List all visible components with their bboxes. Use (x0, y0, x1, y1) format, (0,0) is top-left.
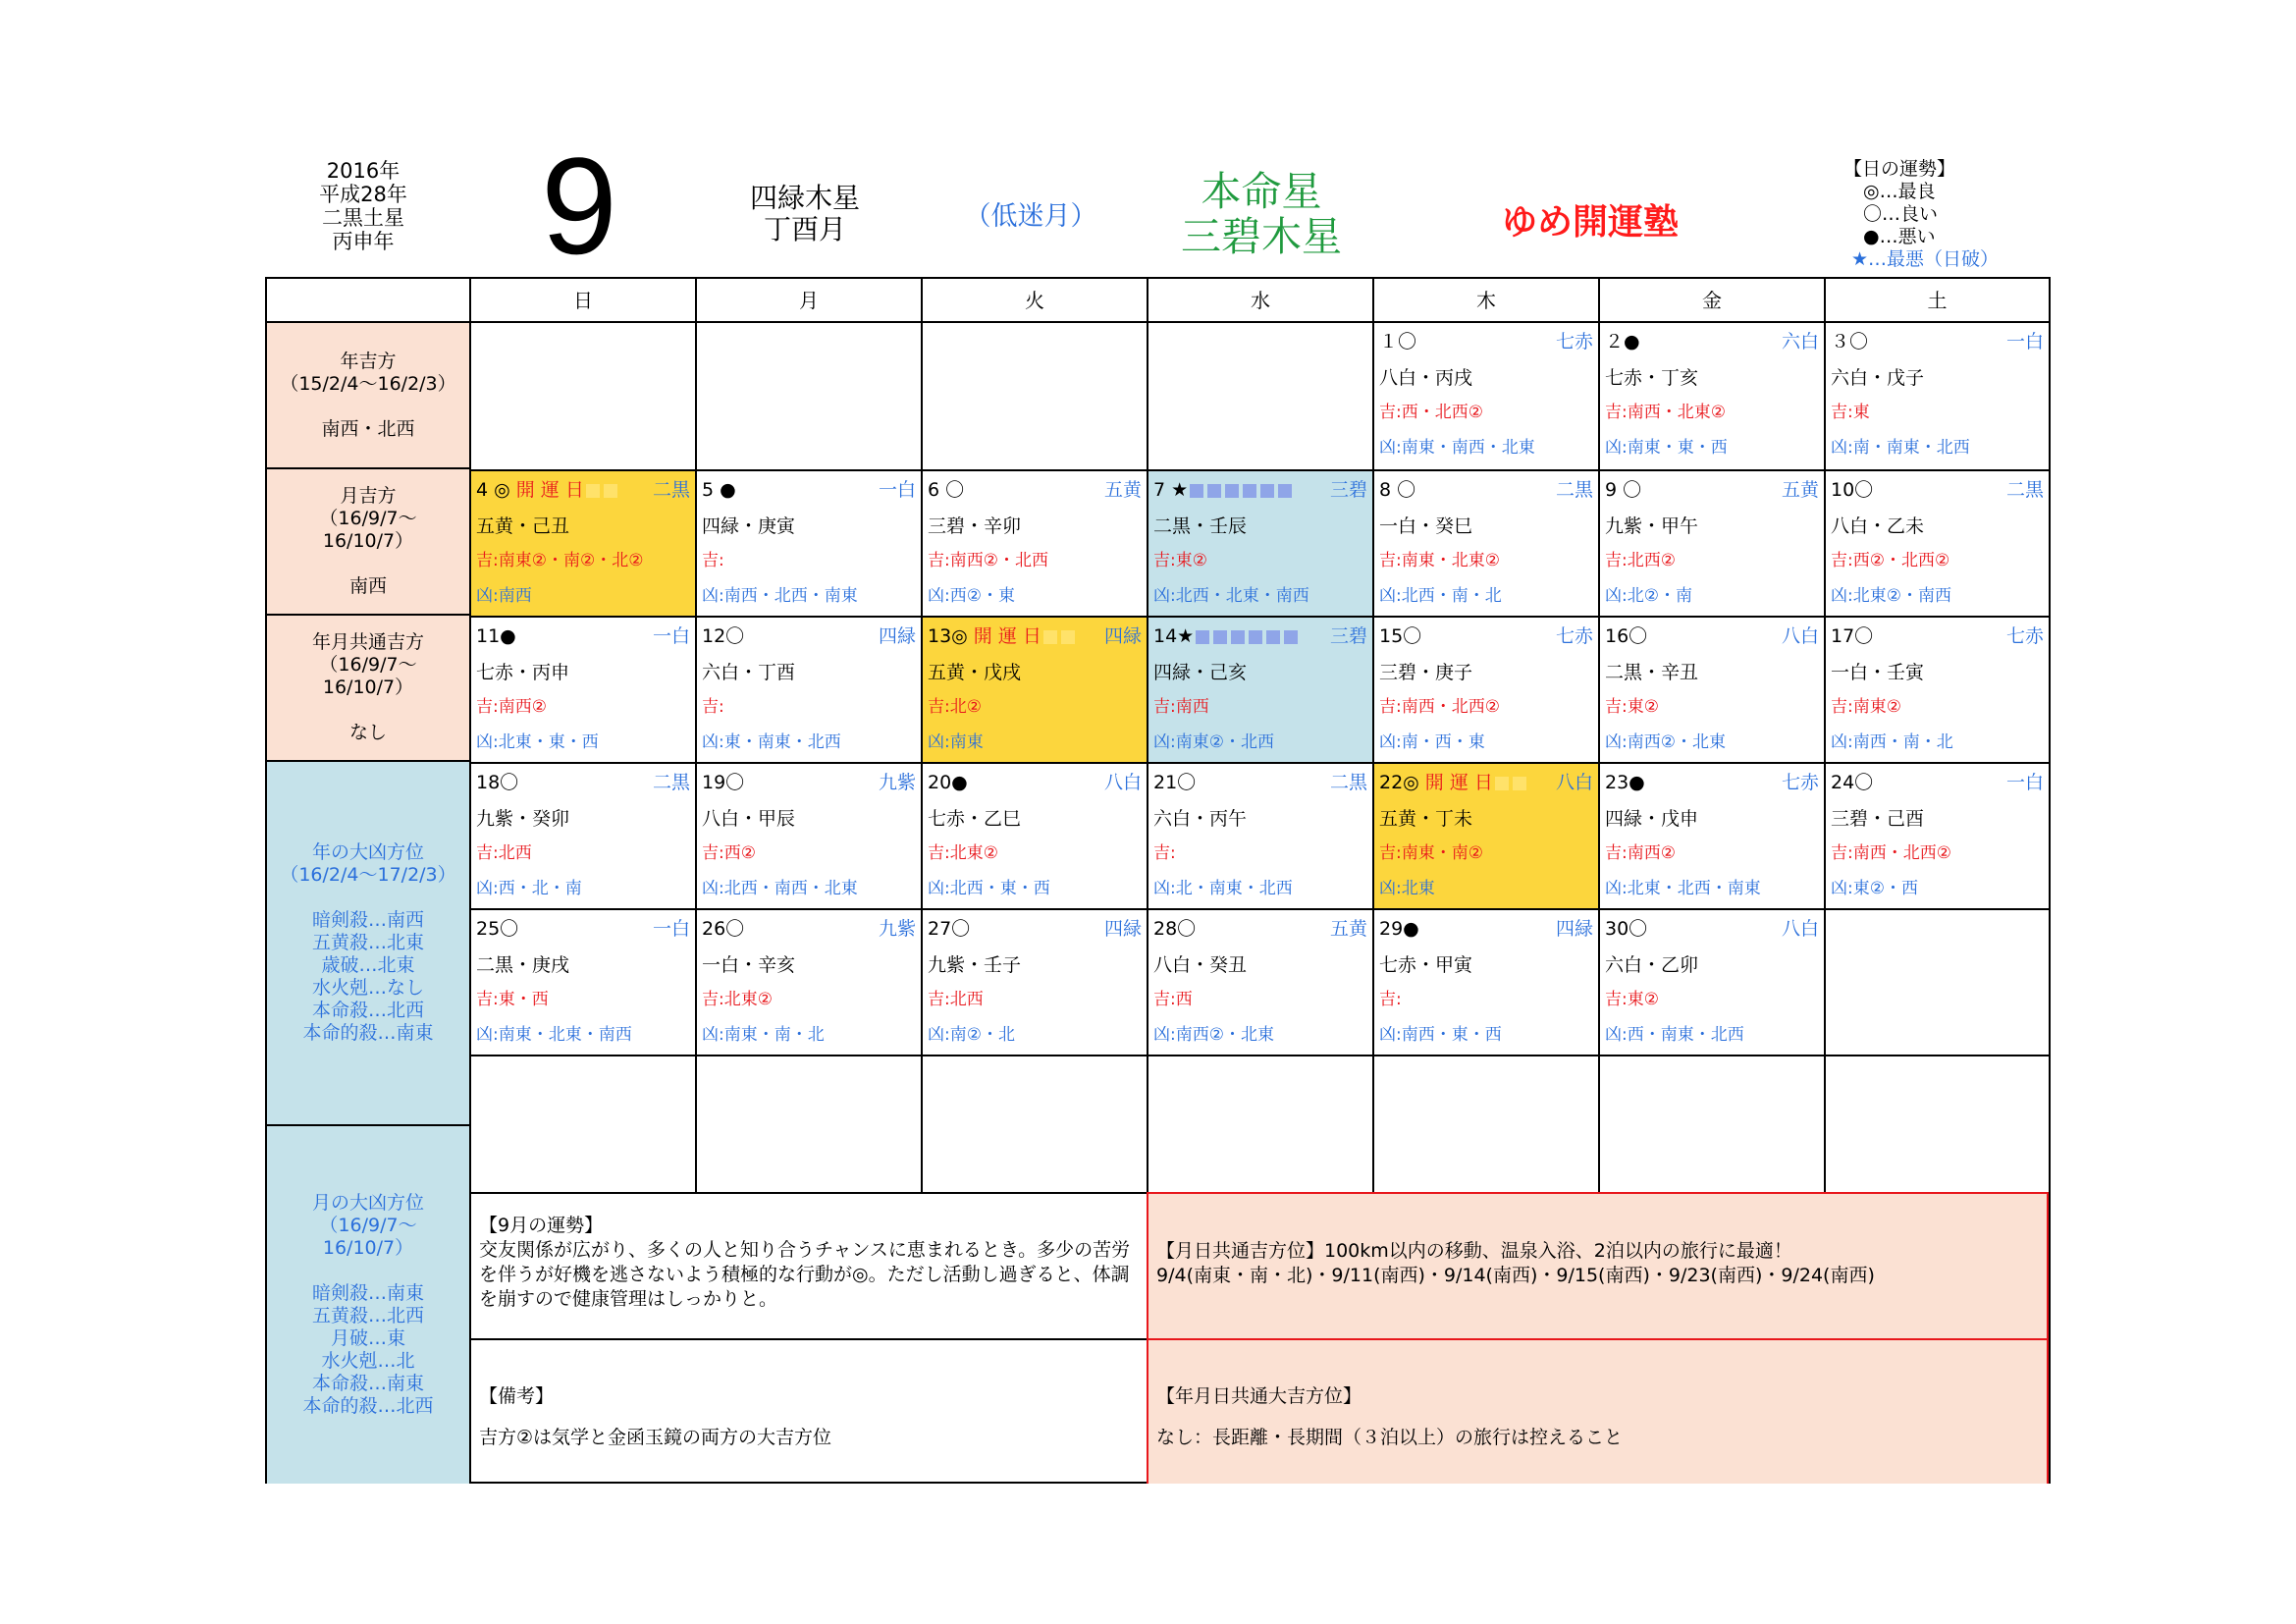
day-kanshi: 九紫・甲午 (1605, 515, 1699, 537)
day-number: 19〇 (702, 772, 745, 793)
day-unlucky-dir: 凶:南西②・北東 (1605, 732, 1726, 752)
day-cell[interactable] (921, 1055, 1147, 1192)
day-number: 22◎ 開 運 日 (1379, 772, 1493, 793)
day-lucky-dir: 吉:北東② (928, 843, 998, 863)
day-number: 28〇 (1153, 918, 1197, 940)
side-line: （16/9/7～ (319, 654, 417, 676)
sidebar-year-lucky (267, 323, 469, 469)
side-line: 南西・北西 (321, 417, 415, 440)
day-lucky-dir: 吉:東・西 (476, 990, 549, 1009)
fortune-legend (1843, 158, 2030, 271)
day-kanshi: 九紫・壬子 (928, 954, 1022, 976)
day-number: 13◎ 開 運 日 (928, 625, 1041, 647)
day-number: 10〇 (1831, 479, 1874, 501)
day-cell[interactable] (695, 616, 921, 762)
day-cell[interactable] (1372, 469, 1598, 616)
day-cell[interactable] (1372, 1055, 1598, 1192)
brand-title: ゆめ開運塾 (1501, 202, 1679, 243)
day-kanshi: 七赤・乙巳 (928, 808, 1022, 830)
day-kanshi: 一白・辛亥 (702, 954, 796, 976)
day-unlucky-dir: 凶:北東・東・西 (476, 732, 599, 752)
fill-square (1266, 630, 1280, 644)
side-line: 年の大凶方位 (311, 841, 424, 863)
day-cell[interactable] (469, 908, 695, 1055)
day-number: 20● (928, 772, 968, 793)
ymd-lucky-box (1147, 1338, 2049, 1484)
day-kanshi: 四緑・庚寅 (702, 515, 796, 537)
side-line: 16/10/7） (322, 1237, 414, 1259)
nine-star: 七赤 (1555, 625, 1593, 647)
month-star-line: 丁酉月 (763, 213, 846, 245)
day-cell[interactable] (921, 469, 1147, 616)
weekday-fri: 金 (1598, 279, 1824, 323)
day-lucky-dir: 吉:南西 (1153, 697, 1209, 717)
honmei-line: 三碧木星 (1181, 213, 1342, 260)
day-lucky-dir: 吉:北西② (1605, 551, 1676, 570)
day-kanshi: 五黄・戊戌 (928, 662, 1022, 683)
day-number: 15〇 (1379, 625, 1422, 647)
day-number: 12〇 (702, 625, 745, 647)
day-number: 27〇 (928, 918, 971, 940)
fill-square (1495, 777, 1509, 790)
day-number: ３〇 (1831, 331, 1869, 352)
day-lucky-dir: 吉:北西 (476, 843, 532, 863)
day-unlucky-dir: 凶:南②・北 (928, 1025, 1015, 1045)
day-lucky-dir: 吉:南東・南② (1379, 843, 1483, 863)
day-unlucky-dir: 凶:北西・南西・北東 (702, 879, 858, 898)
day-lucky-dir: 吉:南東②・南②・北② (476, 551, 644, 570)
day-cell[interactable] (921, 908, 1147, 1055)
day-number: 29● (1379, 918, 1419, 940)
fill-square (604, 484, 617, 498)
nine-star: 九紫 (878, 772, 916, 793)
side-line: 月破…東 (330, 1327, 405, 1349)
day-lucky-dir: 吉:南西・北西② (1831, 843, 1951, 863)
day-unlucky-dir: 凶:南西 (476, 586, 532, 606)
remarks-title: 【備考】 (479, 1385, 555, 1407)
day-unlucky-dir: 凶:南東・東・西 (1605, 438, 1728, 458)
fill-square (1249, 630, 1262, 644)
month-fortune-box (469, 1192, 1147, 1338)
day-cell[interactable] (1372, 908, 1598, 1055)
day-unlucky-dir: 凶:南西・北西・南東 (702, 586, 858, 606)
nine-star: 四緑 (878, 625, 916, 647)
day-cell[interactable] (695, 1055, 921, 1192)
day-cell[interactable] (921, 762, 1147, 908)
side-line: 南西 (348, 575, 387, 597)
common-lucky-title: 【月日共通吉方位】100km以内の移動、温泉入浴、2泊以内の旅行に最適！ (1156, 1240, 1792, 1262)
day-number: 4 ◎ 開 運 日 (476, 479, 584, 501)
nine-star: 一白 (652, 918, 690, 940)
side-line: 月の大凶方位 (311, 1192, 424, 1214)
day-number: 24〇 (1831, 772, 1874, 793)
nine-star: 三碧 (1329, 625, 1367, 647)
day-lucky-dir: 吉:南西・北西② (1379, 697, 1500, 717)
day-unlucky-dir: 凶:北西・東・西 (928, 879, 1050, 898)
day-cell[interactable] (1147, 323, 1372, 469)
side-line: 年月共通吉方 (311, 631, 424, 653)
day-number: 14★ (1153, 625, 1195, 647)
honmei-line: 本命星 (1201, 168, 1322, 215)
sidebar-month-bad (267, 1126, 469, 1484)
side-line: 五黄殺…北西 (311, 1305, 424, 1326)
day-cell[interactable] (695, 323, 921, 469)
nine-star: 二黒 (652, 479, 690, 501)
day-cell[interactable] (1372, 616, 1598, 762)
day-cell[interactable] (1824, 762, 2049, 908)
month-fortune-text: 交友関係が広がり、多くの人と知り合うチャンスに恵まれるとき。多少の苦労を伴うが好機を逃さないよう積極的な行動が◎。ただし活動し過ぎると、体調を崩すので健康管理はしっかりと。 (479, 1239, 1131, 1310)
nine-star: 五黄 (1103, 479, 1142, 501)
day-number: 7 ★ (1153, 479, 1189, 501)
legend-item: 〇…良い (1863, 203, 1939, 225)
year-line: 平成28年 (319, 183, 407, 206)
day-lucky-dir: 吉:東② (1605, 697, 1659, 717)
day-unlucky-dir: 凶:南東・南西・北東 (1379, 438, 1535, 458)
day-unlucky-dir: 凶:南東・北東・南西 (476, 1025, 632, 1045)
day-lucky-dir: 吉:北西 (928, 990, 984, 1009)
day-unlucky-dir: 凶:西・南東・北西 (1605, 1025, 1744, 1045)
day-number: ２● (1605, 331, 1640, 352)
day-number: 11● (476, 625, 516, 647)
nine-star: 四緑 (1103, 625, 1142, 647)
weekday-sun: 日 (469, 279, 695, 323)
day-lucky-dir: 吉: (702, 551, 724, 570)
day-unlucky-dir: 凶:南東・南・北 (702, 1025, 825, 1045)
month-number: 9 (541, 129, 617, 283)
day-cell[interactable] (1147, 469, 1372, 616)
remarks-text: 吉方②は気学と金函玉鏡の両方の大吉方位 (479, 1427, 832, 1448)
day-kanshi: 四緑・戊申 (1605, 808, 1699, 830)
day-kanshi: 一白・癸巳 (1379, 515, 1473, 537)
day-number: 8 〇 (1379, 479, 1416, 501)
day-unlucky-dir: 凶:北②・南 (1605, 586, 1692, 606)
day-lucky-dir: 吉:南西② (1605, 843, 1676, 863)
day-lucky-dir: 吉:南西・北東② (1605, 403, 1726, 422)
day-cell[interactable] (695, 908, 921, 1055)
nine-star: 四緑 (1103, 918, 1142, 940)
day-cell[interactable] (1824, 469, 2049, 616)
day-cell[interactable] (1598, 762, 1824, 908)
fill-square (1061, 630, 1075, 644)
nine-star: 五黄 (1329, 918, 1367, 940)
ymd-lucky-text: なし：長距離・長期間（３泊以上）の旅行は控えること (1156, 1427, 1624, 1448)
day-number: １〇 (1379, 331, 1417, 352)
fill-square (1043, 630, 1057, 644)
day-unlucky-dir: 凶:東②・西 (1831, 879, 1918, 898)
fill-square (1260, 484, 1274, 498)
year-line: 丙申年 (332, 230, 395, 253)
day-cell[interactable] (469, 323, 695, 469)
fill-square (1513, 777, 1526, 790)
side-line: 月吉方 (340, 485, 397, 507)
side-line: （16/9/7～ (319, 508, 417, 529)
honmei-star (1153, 169, 1369, 259)
legend-item: ●…悪い (1863, 226, 1936, 247)
day-number: 16〇 (1605, 625, 1648, 647)
day-kanshi: 六白・乙卯 (1605, 954, 1699, 976)
nine-star: 三碧 (1329, 479, 1367, 501)
day-number: 18〇 (476, 772, 519, 793)
nine-star: 一白 (2005, 772, 2044, 793)
fill-square (1231, 630, 1245, 644)
day-cell[interactable] (1147, 908, 1372, 1055)
nine-star: 一白 (652, 625, 690, 647)
day-unlucky-dir: 凶:南東②・北西 (1153, 732, 1274, 752)
day-kanshi: 二黒・辛丑 (1605, 662, 1699, 683)
day-unlucky-dir: 凶:北西・南・北 (1379, 586, 1502, 606)
day-cell[interactable] (1824, 1055, 2049, 1192)
day-lucky-dir: 吉:南東② (1831, 697, 1901, 717)
day-cell[interactable] (1824, 616, 2049, 762)
day-cell[interactable] (1372, 323, 1598, 469)
nine-star: 八白 (1781, 918, 1819, 940)
day-number: 9 〇 (1605, 479, 1642, 501)
side-line: 本命的殺…北西 (302, 1395, 434, 1417)
side-line: 年吉方 (340, 350, 397, 372)
day-unlucky-dir: 凶:北東②・南西 (1831, 586, 1951, 606)
month-star-line: 四緑木星 (749, 182, 860, 214)
fill-square (1213, 630, 1227, 644)
day-lucky-dir: 吉: (1379, 990, 1402, 1009)
ymd-lucky-title: 【年月日共通大吉方位】 (1156, 1385, 1362, 1407)
nine-star: 二黒 (1555, 479, 1593, 501)
day-cell[interactable] (469, 469, 695, 616)
day-kanshi: 七赤・丁亥 (1605, 367, 1699, 389)
day-lucky-dir: 吉:南東・北東② (1379, 551, 1500, 570)
day-number: 5 ● (702, 479, 736, 501)
day-unlucky-dir: 凶:南西・南・北 (1831, 732, 1953, 752)
day-kanshi: 四緑・己亥 (1153, 662, 1248, 683)
fill-square (1225, 484, 1239, 498)
fill-square (1190, 484, 1203, 498)
day-lucky-dir: 吉:東② (1153, 551, 1207, 570)
day-lucky-dir: 吉:北東② (702, 990, 773, 1009)
day-cell[interactable] (695, 469, 921, 616)
side-line: 水火剋…北 (321, 1350, 415, 1372)
legend-item: ◎…最良 (1863, 181, 1936, 202)
day-kanshi: 九紫・癸卯 (476, 808, 570, 830)
weekday-tue: 火 (921, 279, 1147, 323)
sidebar-year-bad (267, 762, 469, 1126)
day-lucky-dir: 吉:西② (702, 843, 756, 863)
day-kanshi: 三碧・庚子 (1379, 662, 1473, 683)
nine-star: 七赤 (1555, 331, 1593, 352)
nine-star: 八白 (1103, 772, 1142, 793)
day-number: 30〇 (1605, 918, 1648, 940)
sidebar-month-lucky (267, 469, 469, 616)
day-kanshi: 六白・丁酉 (702, 662, 796, 683)
day-cell[interactable] (469, 1055, 695, 1192)
side-line: 暗剣殺…南西 (311, 909, 424, 931)
day-cell[interactable] (695, 762, 921, 908)
nine-star: 七赤 (2005, 625, 2044, 647)
day-kanshi: 三碧・辛卯 (928, 515, 1022, 537)
calendar-grid (265, 277, 2051, 1484)
month-fortune-title: 【9月の運勢】 (479, 1215, 604, 1236)
sidebar-common-lucky (267, 616, 469, 762)
day-lucky-dir: 吉:西 (1153, 990, 1193, 1009)
day-cell[interactable] (1598, 1055, 1824, 1192)
side-line: （16/2/4～17/2/3） (280, 864, 456, 886)
day-cell[interactable] (1598, 323, 1824, 469)
day-kanshi: 八白・乙未 (1831, 515, 1925, 537)
side-line: （15/2/4～16/2/3） (280, 372, 456, 395)
day-kanshi: 八白・丙戌 (1379, 367, 1473, 389)
weekday-sat: 土 (1824, 279, 2049, 323)
day-unlucky-dir: 凶:北東 (1379, 879, 1435, 898)
day-unlucky-dir: 凶:東・南東・北西 (702, 732, 841, 752)
day-lucky-dir: 吉:西・北西② (1379, 403, 1483, 422)
fill-square (586, 484, 600, 498)
day-kanshi: 八白・甲辰 (702, 808, 796, 830)
weekday-wed: 水 (1147, 279, 1372, 323)
day-unlucky-dir: 凶:南西・東・西 (1379, 1025, 1502, 1045)
day-lucky-dir: 吉: (1153, 843, 1176, 863)
day-unlucky-dir: 凶:南東 (928, 732, 984, 752)
day-cell[interactable] (1372, 762, 1598, 908)
weekday-corner (267, 279, 469, 323)
side-line: 本命的殺…南東 (302, 1022, 434, 1044)
day-kanshi: 七赤・丙申 (476, 662, 570, 683)
day-unlucky-dir: 凶:南西②・北東 (1153, 1025, 1274, 1045)
slump-label: （低迷月） (964, 201, 1097, 232)
fill-square (1196, 630, 1209, 644)
side-line: 16/10/7） (322, 530, 414, 552)
day-number: 17〇 (1831, 625, 1874, 647)
day-kanshi: 二黒・庚戌 (476, 954, 570, 976)
nine-star: 九紫 (878, 918, 916, 940)
day-number: 25〇 (476, 918, 519, 940)
side-line: 本命殺…北西 (311, 1000, 424, 1021)
day-lucky-dir: 吉: (702, 697, 724, 717)
day-lucky-dir: 吉:西②・北西② (1831, 551, 1950, 570)
side-line: なし (348, 722, 387, 743)
day-number: 6 〇 (928, 479, 965, 501)
day-kanshi: 七赤・甲寅 (1379, 954, 1473, 976)
weekday-thu: 木 (1372, 279, 1598, 323)
day-unlucky-dir: 凶:南・西・東 (1379, 732, 1485, 752)
side-line: 本命殺…南東 (311, 1373, 424, 1394)
remarks-box (469, 1338, 1147, 1484)
side-line: （16/9/7～ (319, 1215, 417, 1236)
nine-star: 八白 (1781, 625, 1819, 647)
day-kanshi: 五黄・丁未 (1379, 808, 1473, 830)
nine-star: 二黒 (652, 772, 690, 793)
day-cell[interactable] (1147, 616, 1372, 762)
day-lucky-dir: 吉:東 (1831, 403, 1870, 422)
day-cell[interactable] (1598, 616, 1824, 762)
side-line: 歳破…北東 (321, 954, 415, 976)
weekday-mon: 月 (695, 279, 921, 323)
day-unlucky-dir: 凶:北西・北東・南西 (1153, 586, 1309, 606)
year-line: 二黒土星 (322, 206, 404, 230)
day-cell[interactable] (1824, 323, 2049, 469)
side-line: 水火剋…なし (311, 977, 424, 999)
day-cell[interactable] (1824, 908, 2049, 1055)
fill-square (1278, 484, 1292, 498)
day-kanshi: 六白・丙午 (1153, 808, 1248, 830)
nine-star: 四緑 (1555, 918, 1593, 940)
day-kanshi: 二黒・壬辰 (1153, 515, 1248, 537)
day-unlucky-dir: 凶:北・南東・北西 (1153, 879, 1293, 898)
year-line: 2016年 (326, 159, 400, 183)
day-unlucky-dir: 凶:南・南東・北西 (1831, 438, 1970, 458)
fill-square (1284, 630, 1298, 644)
nine-star: 五黄 (1781, 479, 1819, 501)
day-cell[interactable] (469, 762, 695, 908)
month-star (726, 183, 883, 245)
day-cell[interactable] (921, 616, 1147, 762)
day-lucky-dir: 吉:東② (1605, 990, 1659, 1009)
common-lucky-text: 9/4(南東・南・北)・9/11(南西)・9/14(南西)・9/15(南西)・9/23(南西)・9/24(南西) (1156, 1265, 1875, 1286)
year-info (294, 159, 432, 253)
side-line: 16/10/7） (322, 677, 414, 698)
common-lucky-box (1147, 1192, 2049, 1338)
day-kanshi: 八白・癸丑 (1153, 954, 1248, 976)
day-cell[interactable] (1147, 1055, 1372, 1192)
legend-title: 【日の運勢】 (1843, 158, 1956, 180)
day-number: 26〇 (702, 918, 745, 940)
day-number: 23● (1605, 772, 1645, 793)
fill-square (1207, 484, 1221, 498)
day-cell[interactable] (469, 616, 695, 762)
nine-star: 一白 (2005, 331, 2044, 352)
side-line: 暗剣殺…南東 (311, 1282, 424, 1304)
day-kanshi: 一白・壬寅 (1831, 662, 1925, 683)
day-cell[interactable] (1598, 908, 1824, 1055)
day-unlucky-dir: 凶:西・北・南 (476, 879, 582, 898)
nine-star: 七赤 (1781, 772, 1819, 793)
day-lucky-dir: 吉:北② (928, 697, 982, 717)
day-unlucky-dir: 凶:西②・東 (928, 586, 1015, 606)
day-kanshi: 三碧・己酉 (1831, 808, 1925, 830)
day-number: 21〇 (1153, 772, 1197, 793)
day-kanshi: 六白・戊子 (1831, 367, 1925, 389)
legend-item: ★…最悪（日破） (1851, 248, 2000, 270)
nine-star: 一白 (878, 479, 916, 501)
day-cell[interactable] (921, 323, 1147, 469)
day-cell[interactable] (1147, 762, 1372, 908)
day-unlucky-dir: 凶:北東・北西・南東 (1605, 879, 1761, 898)
day-cell[interactable] (1598, 469, 1824, 616)
nine-star: 二黒 (1329, 772, 1367, 793)
day-lucky-dir: 吉:南西②・北西 (928, 551, 1048, 570)
day-lucky-dir: 吉:南西② (476, 697, 547, 717)
nine-star: 二黒 (2005, 479, 2044, 501)
side-line: 五黄殺…北東 (311, 932, 424, 953)
nine-star: 六白 (1781, 331, 1819, 352)
fill-square (1243, 484, 1256, 498)
day-kanshi: 五黄・己丑 (476, 515, 570, 537)
nine-star: 八白 (1555, 772, 1593, 793)
